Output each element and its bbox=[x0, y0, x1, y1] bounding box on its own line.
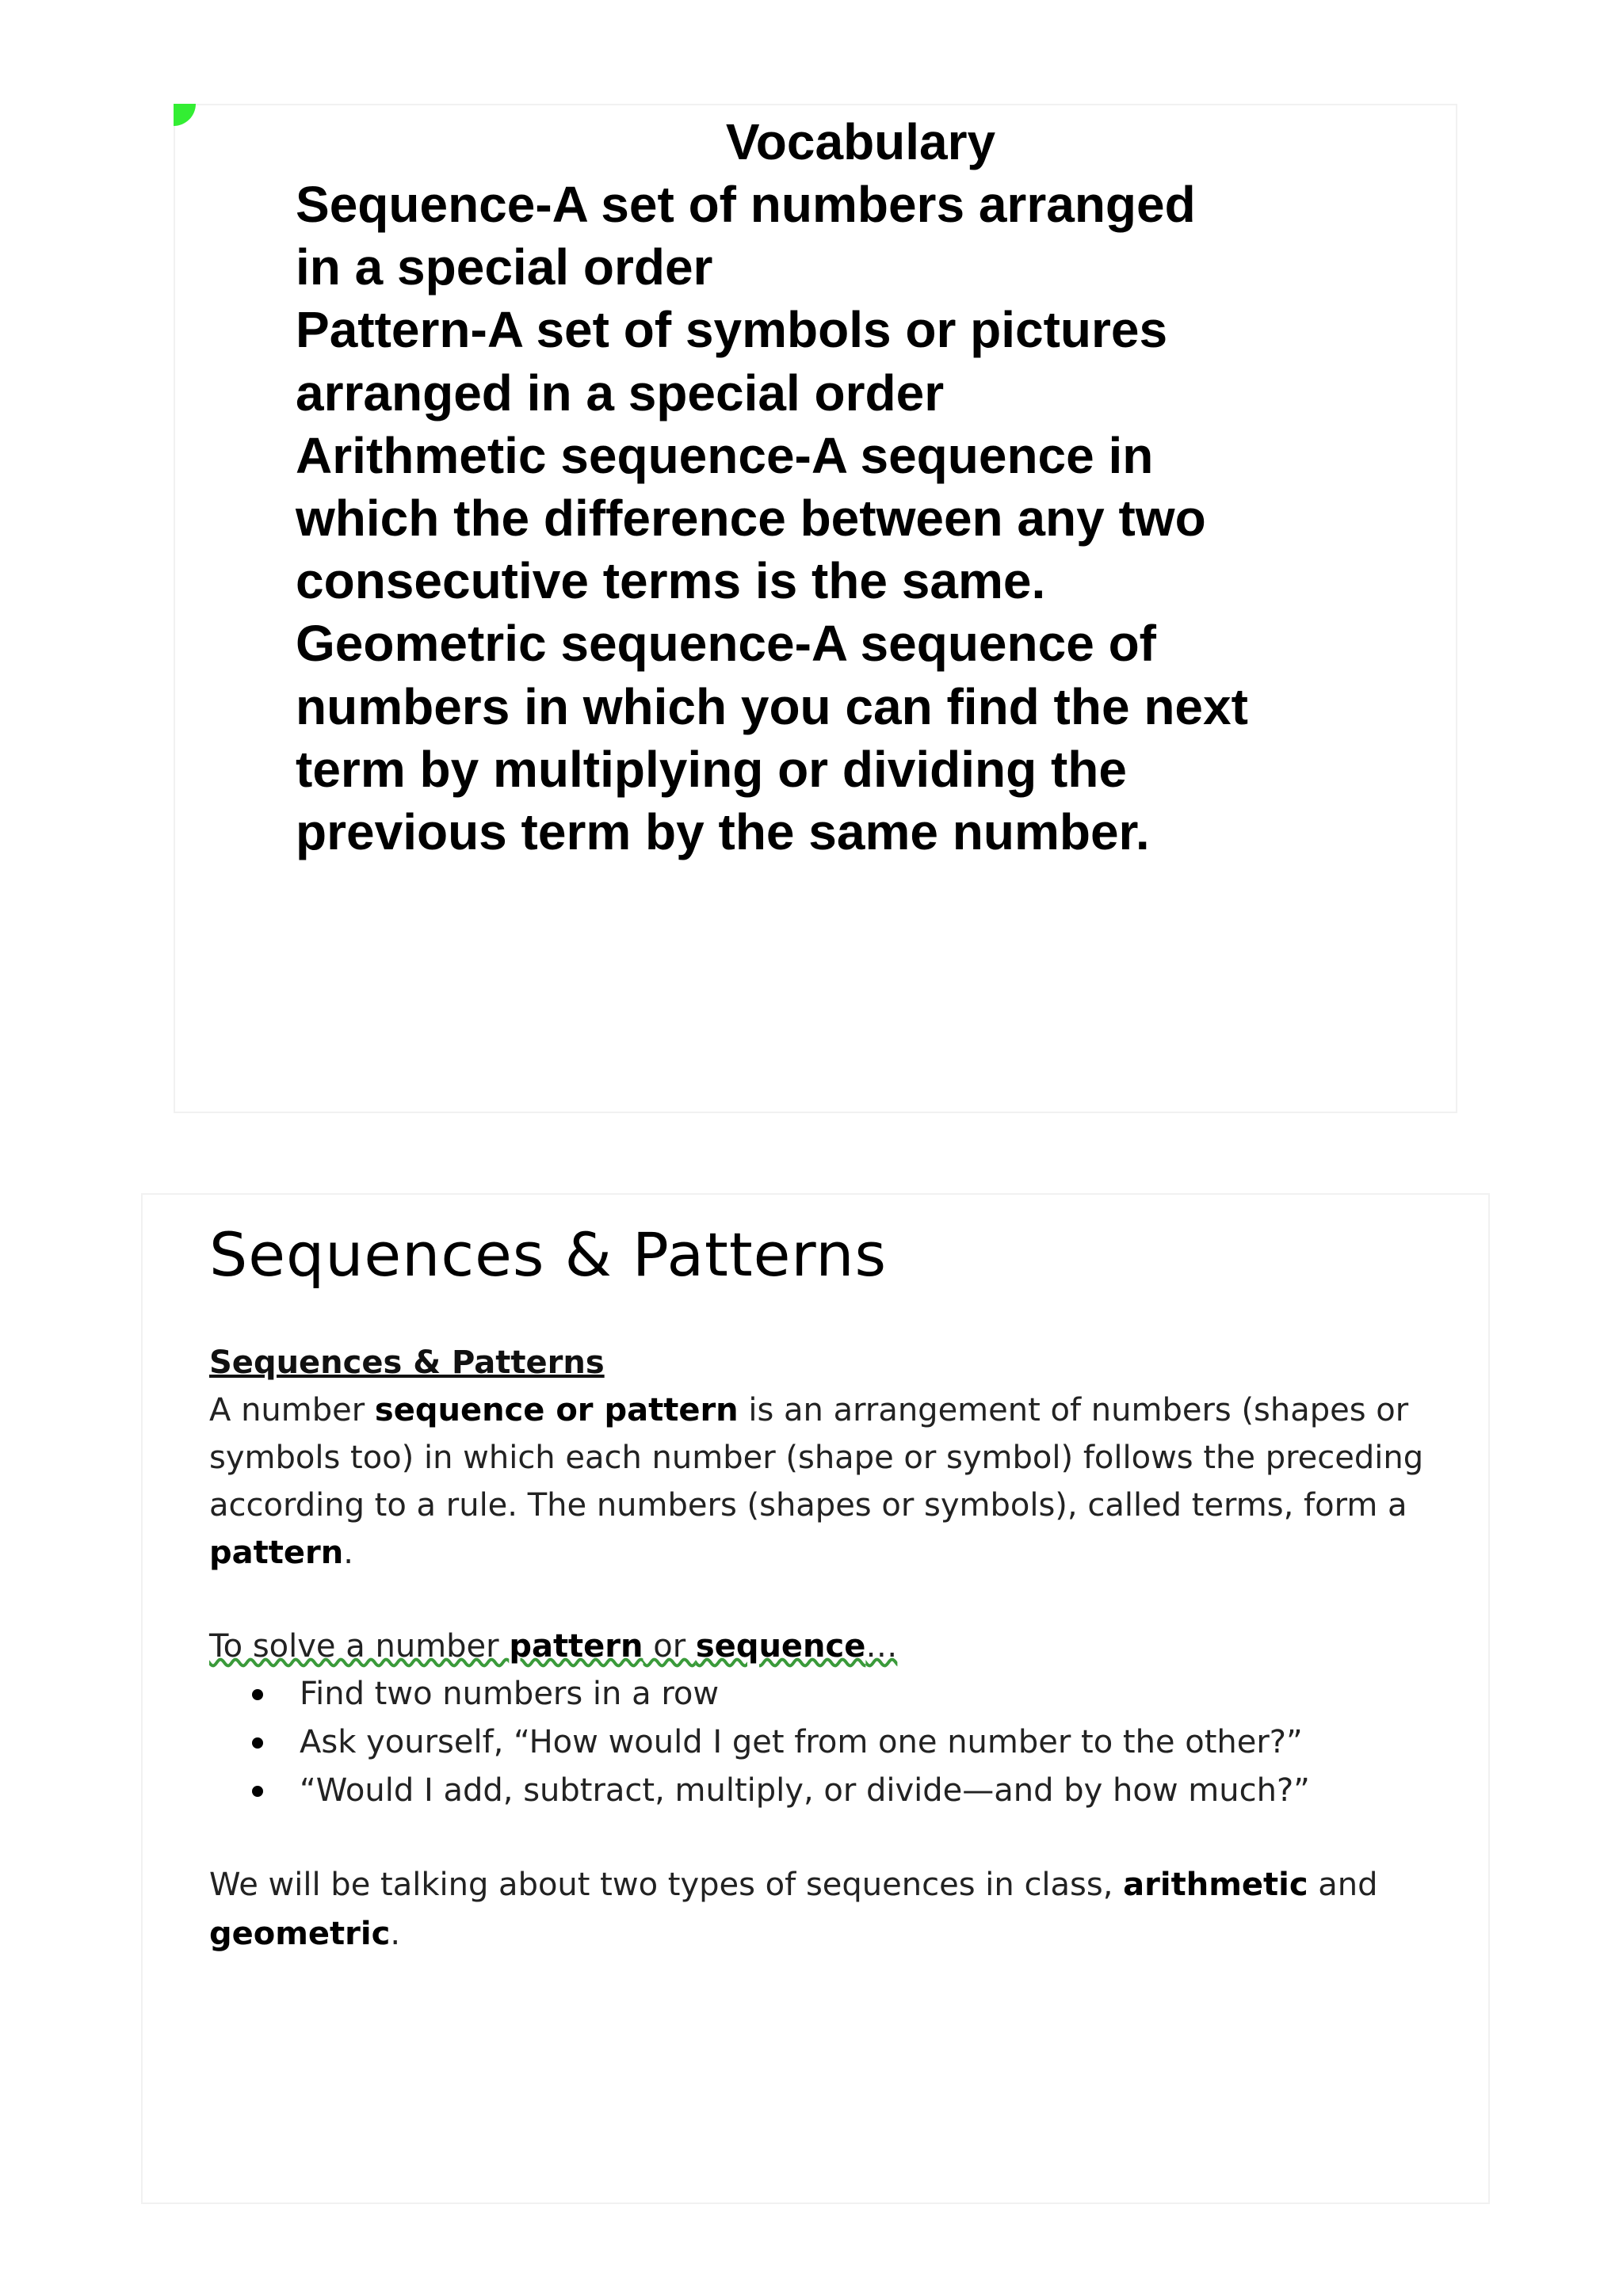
list-item-text: “Would I add, subtract, multiply, or divide—and by how much?” bbox=[300, 1772, 1310, 1809]
intro-section bbox=[209, 1339, 1445, 1577]
closing-bold-term: arithmetic bbox=[1123, 1867, 1308, 1903]
solve-text: or bbox=[643, 1628, 696, 1665]
solve-bold-term: pattern bbox=[509, 1628, 643, 1665]
bullet-icon bbox=[252, 1737, 263, 1749]
vocab-line: Arithmetic sequence-A sequence in bbox=[296, 426, 1154, 484]
vocab-line: which the difference between any two bbox=[296, 490, 1206, 547]
solve-text: To solve a number bbox=[209, 1628, 510, 1665]
closing-text: and bbox=[1308, 1867, 1378, 1903]
list-item-text: Ask yourself, “How would I get from one number to the other?” bbox=[300, 1724, 1303, 1760]
solve-heading bbox=[209, 1623, 897, 1670]
intro-text: A number bbox=[209, 1392, 375, 1428]
list-item bbox=[209, 1718, 1310, 1767]
vocab-line: Sequence-A set of numbers arranged bbox=[296, 176, 1196, 233]
vocab-line: term by multiplying or dividing the bbox=[296, 740, 1127, 798]
vocabulary-slide bbox=[174, 104, 1457, 1113]
section-subheading: Sequences & Patterns bbox=[209, 1344, 605, 1381]
slide-title: Sequences & Patterns bbox=[209, 1219, 888, 1290]
vocab-line: consecutive terms is the same. bbox=[296, 552, 1046, 610]
list-item bbox=[209, 1670, 1310, 1718]
closing-text: . bbox=[390, 1916, 401, 1952]
list-item bbox=[209, 1767, 1310, 1815]
vocabulary-title: Vocabulary bbox=[725, 113, 996, 170]
vocabulary-definitions bbox=[296, 174, 1326, 864]
solve-text: … bbox=[865, 1628, 898, 1665]
vocab-line: in a special order bbox=[296, 238, 713, 296]
intro-text: is an arrangement of numbers (shapes or symbols too) in which each number (shape or symbol) follows the preceding according to a rule. The numbers (shapes or symbols), called terms, form a bbox=[209, 1392, 1424, 1524]
closing-paragraph bbox=[209, 1860, 1445, 1958]
vocab-line: previous term by the same number. bbox=[296, 803, 1150, 861]
vocab-line: numbers in which you can find the next bbox=[296, 677, 1248, 735]
intro-text: . bbox=[343, 1535, 353, 1571]
intro-bold-term: pattern bbox=[209, 1535, 344, 1571]
bullet-icon bbox=[252, 1786, 263, 1797]
vocab-line: Geometric sequence-A sequence of bbox=[296, 615, 1156, 673]
sequences-patterns-slide bbox=[141, 1193, 1490, 2204]
list-item-text: Find two numbers in a row bbox=[300, 1676, 720, 1712]
bullet-icon bbox=[252, 1689, 263, 1700]
solve-steps-list bbox=[209, 1670, 1310, 1815]
intro-bold-term: sequence or pattern bbox=[374, 1392, 739, 1428]
closing-text: We will be talking about two types of sequences in class, bbox=[209, 1867, 1124, 1903]
intro-paragraph bbox=[209, 1386, 1445, 1577]
closing-bold-term: geometric bbox=[209, 1916, 391, 1952]
solve-bold-term: sequence bbox=[695, 1628, 866, 1665]
vocab-line: Pattern-A set of symbols or pictures bbox=[296, 301, 1168, 359]
vocab-line: arranged in a special order bbox=[296, 364, 945, 421]
